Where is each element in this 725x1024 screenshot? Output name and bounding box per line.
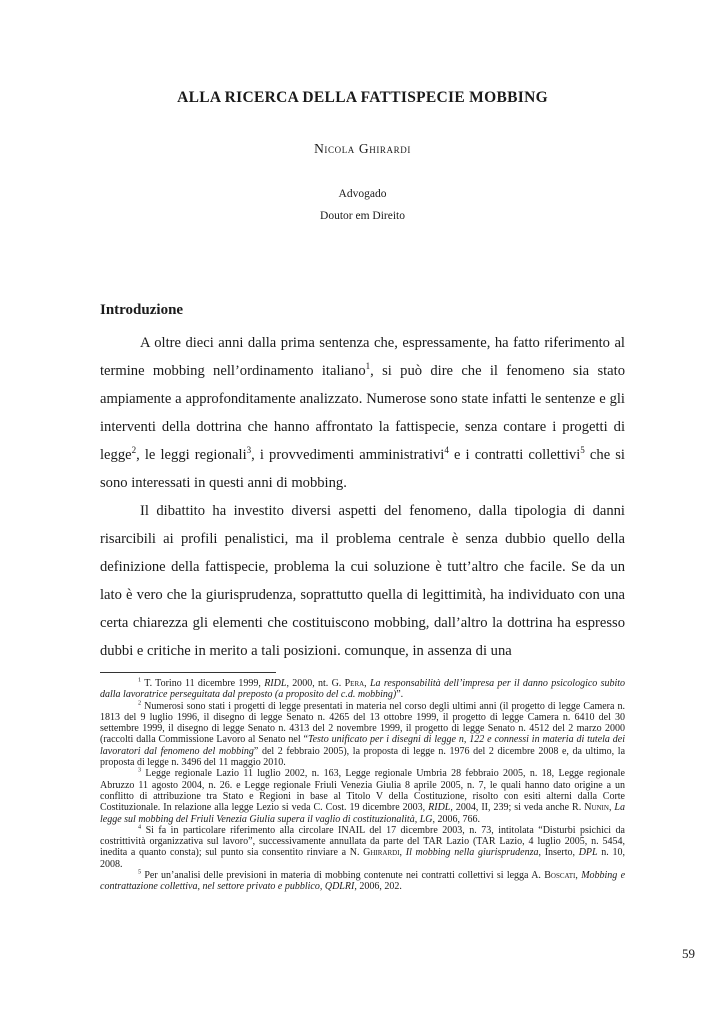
paper-title: ALLA RICERCA DELLA FATTISPECIE MOBBING xyxy=(177,89,548,106)
author-role-doutor: Doutor em Direito xyxy=(320,210,405,222)
author-name: Nicola Ghirardi xyxy=(314,141,411,156)
section-heading-introduzione: Introduzione xyxy=(100,302,184,318)
page-number: 59 xyxy=(682,946,695,961)
author-role-advogado: Advogado xyxy=(338,188,387,200)
page-content xyxy=(100,0,625,893)
footnote-separator xyxy=(100,672,276,673)
footnote-4: $^4$ Si fa in particolare riferimento alla circolare INAIL del 17 dicembre 2003, n. 73, intitolata “Disturbi psichici da costrittività organizzativa sul lavoro”, successivamente annullata da parte del TAR Lazio (TAR Lazio, 4 luglio 2005, n. 5454, inedita a quanto consta); sul punto sia consentito rinviare a N. Ghirardi, Il mobbing nella giurisprudenza, Inserto, DPL n. 10, 2008. xyxy=(100,823,626,870)
body-paragraph-2: Il dibattito ha investito diversi aspetti del fenomeno, dalla tipologia di danni risarcibili ai profili penalistici, ma il problema centrale è senza dubbio quello della definizione della fattispecie, problema la cui soluzione è tutt’altro che facile. Se da un lato è vero che la giurisprudenza, soprattutto quella di legittimità, ha individuato con una certa chiarezza gli elementi che costituiscono mobbing, dall’altro la dottrina ha espresso dubbi e critiche in merito a tali posizioni. comunque, in assenza di una xyxy=(100,503,625,659)
footnotes-block xyxy=(100,678,625,893)
footnote-3: $^3$ Legge regionale Lazio 11 luglio 2002, n. 163, Legge regionale Umbria 28 febbraio 2005, n. 18, Legge regionale Abruzzo 11 agosto 2004, n. 26. e Legge regionale Friuli Venezia Giulia 8 aprile 2005, n. 7, le quali hanno dato origine a un conflitto di attribuzione tra Stato e Regioni in base al Titolo V della Costituzione, risolto con esiti alterni dalla Corte Costituzionale. In relazione alla legge Lezio si veda C. Cost. 19 dicembre 2003, RIDL, 2004, II, 239; si veda anche R. Nunin, La legge sul mobbing del Friuli Venezia Giulia supera il vaglio di costituzionalità, LG, 2006, 766. xyxy=(100,767,625,825)
footnote-2: $^2$ Numerosi sono stati i progetti di legge presentati in materia nel corso degli ultimi anni (il progetto di legge Camera n. 1813 del 9 luglio 1996, il disegno di legge Senato n. 4265 del 13 ottobre 1999, il progetto di legge Camera n. 6410 del 30 settembre 1999, il disegno di legge Senato n. 4313 del 2 novembre 1999, il progetto di legge Senato n. 4512 del 2 marzo 2000 (raccolti dalla Commissione Lavoro al Senato nel “Testo unificato per i disegni di legge n, 122 e connessi in materia di tutela dei lavoratori dal fenomeno del mobbing” del 2 febbraio 2005), la proposta di legge n. 1976 del 2 dicembre 2008 e, da ultimo, la proposta di legge n. 3496 del 11 maggio 2010. xyxy=(100,699,626,769)
body-paragraph-1: A oltre dieci anni dalla prima sentenza che, espressamente, ha fatto riferimento al termine mobbing nell’ordinamento italiano$^1$, si può dire che il fenomeno sia stato ampiamente a approfonditamente analizzato. Numerose sono state infatti le sentenze e gli interventi della dottrina che hanno affrontato la fattispecie, senza contare i progetti di legge$^2$, le leggi regionali$^3$, i provvedimenti amministrativi$^4$ e i contratti collettivi$^5$ che si sono interessati in questi anni di mobbing. xyxy=(100,335,626,491)
footnote-5: $^5$ Per un’analisi delle previsioni in materia di mobbing contenute nei contratti collettivi si legga A. Boscati, Mobbing e contrattazione collettiva, nel settore privato e pubblico, QDLRI, 2006, 202. xyxy=(100,868,626,893)
footnote-1: $^1$ T. Torino 11 dicembre 1999, RIDL, 2000, nt. G. Pera, La responsabilità dell’impresa per il danno psicologico subito dalla lavoratrice perseguitata dal preposto (a proposito del c.d. mobbing)”. xyxy=(100,676,626,701)
